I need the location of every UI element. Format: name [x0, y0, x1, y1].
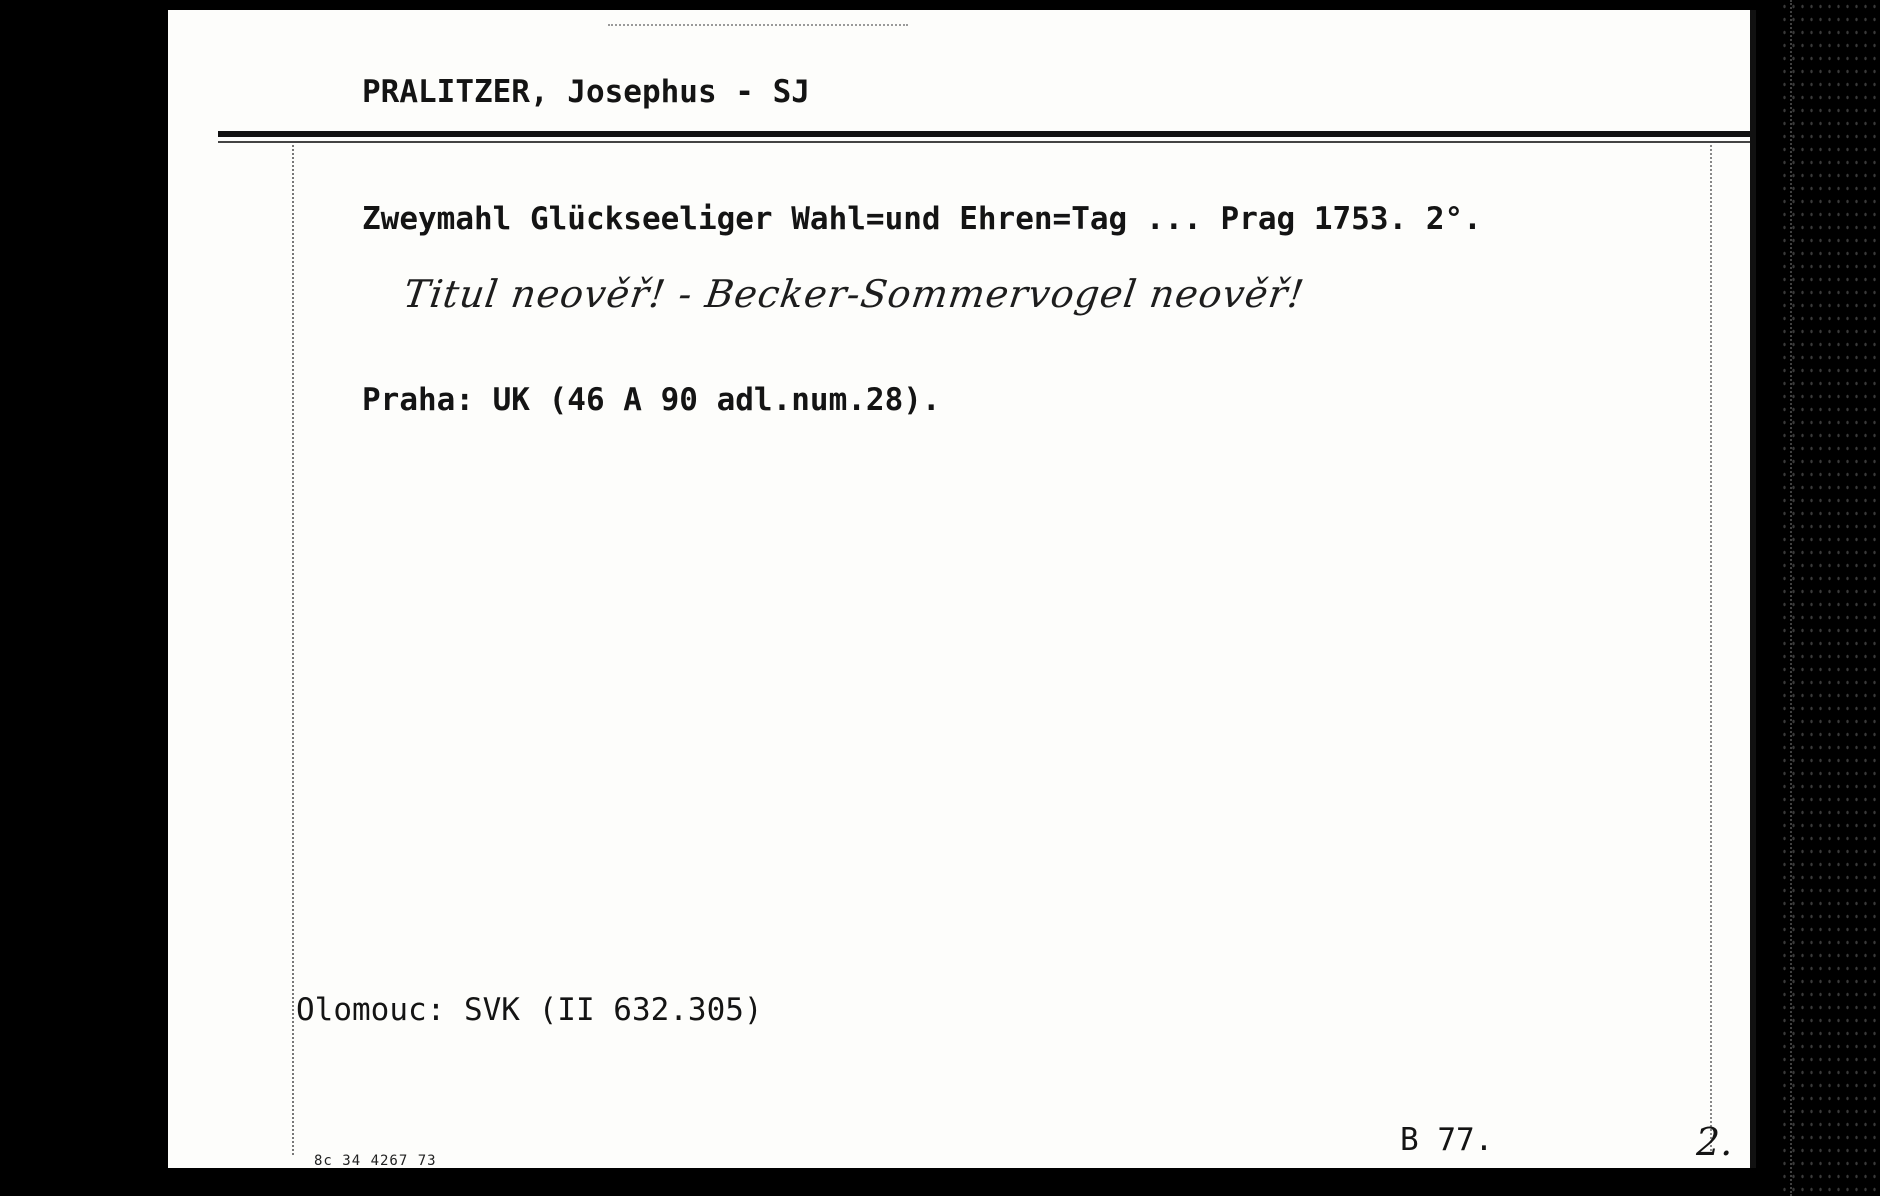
card-number: 2. [1696, 1120, 1733, 1164]
print-code: 8c 34 4267 73 [314, 1153, 437, 1169]
catalog-card [168, 10, 1750, 1168]
right-margin-line [1710, 145, 1712, 1155]
handwritten-note: Titul neověř! - Becker-Sommervogel neověř! [400, 272, 1308, 316]
card-title-line: Zweymahl Glückseeliger Wahl=und Ehren=Tag ... Prag 1753. 2°. [362, 201, 1482, 237]
card-header-author: PRALITZER, Josephus - SJ [362, 74, 810, 110]
scan-edge-right [1790, 0, 1804, 1196]
scan-noise-top [608, 24, 908, 30]
card-right-edge [1750, 10, 1756, 1168]
holding-praha: Praha: UK (46 A 90 adl.num.28). [362, 382, 941, 418]
shelfmark: B 77. [1400, 1122, 1494, 1158]
header-rule [218, 131, 1750, 137]
header-rule-thin [218, 141, 1750, 143]
holding-olomouc: Olomouc: SVK (II 632.305) [296, 992, 763, 1028]
left-margin-line [292, 145, 294, 1155]
